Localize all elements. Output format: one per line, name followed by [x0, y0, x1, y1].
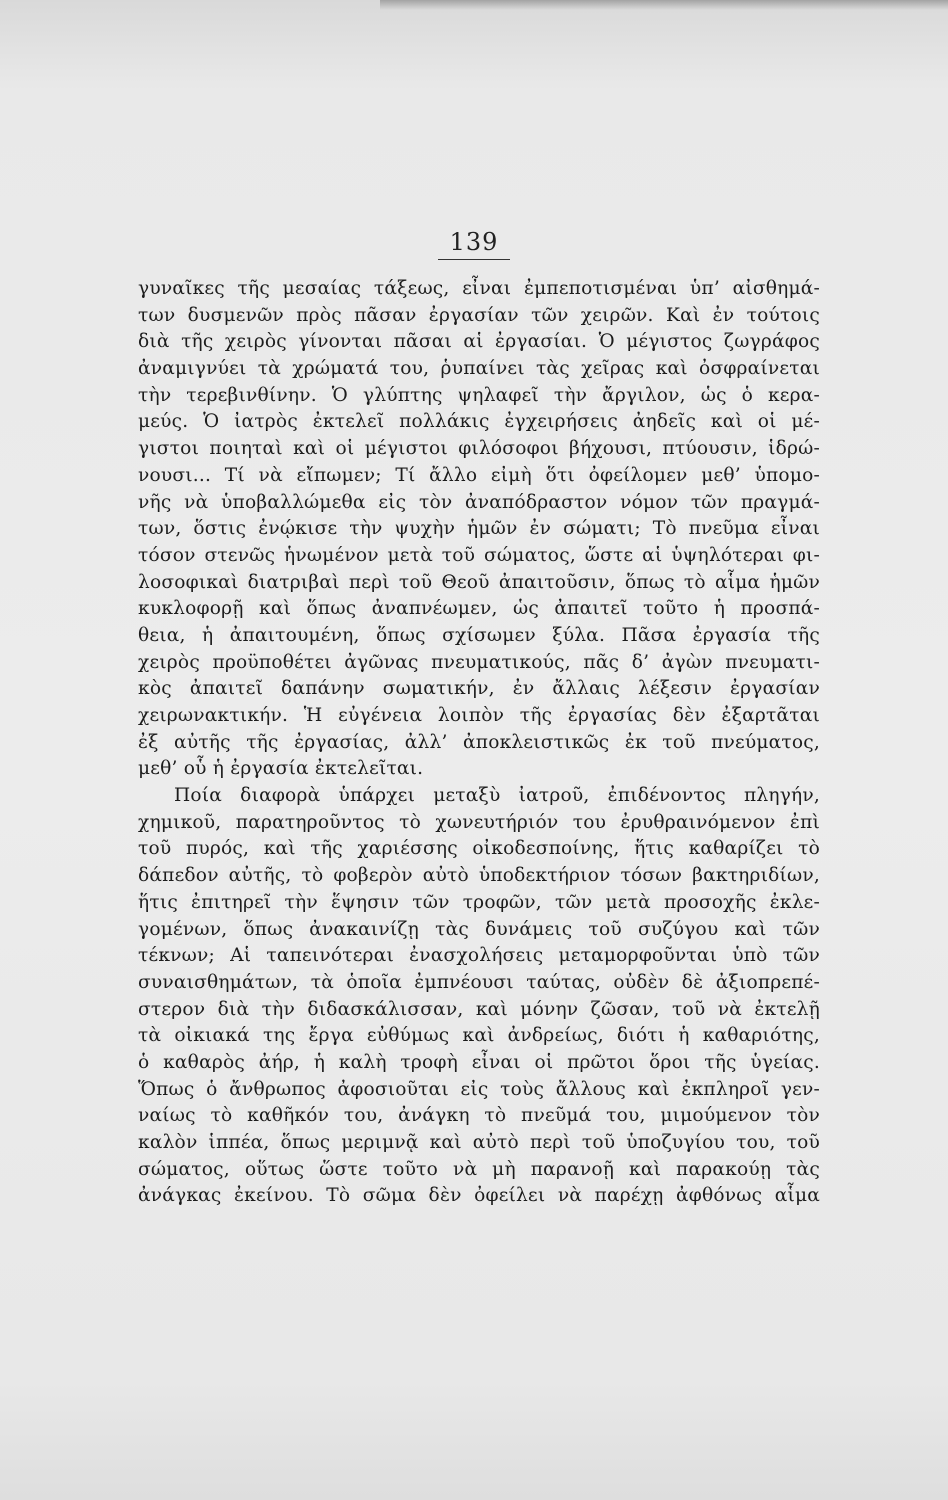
body-text	[138, 276, 820, 1210]
page-number-text: 139	[438, 228, 511, 260]
text-line: των δυσμενῶν πρὸς πᾶσαν ἐργασίαν τῶν χειρῶν. Καὶ ἐν τούτοις	[138, 304, 820, 326]
text-line: Ὅπως ὁ ἄνθρωπος ἀφοσιοῦται εἰς τοὺς ἄλλους καὶ ἐκπληροῖ γεν-	[138, 1078, 820, 1100]
text-line: ἀνάγκας ἐκείνου. Τὸ σῶμα δὲν ὀφείλει νὰ παρέχῃ ἀφθόνως αἷμα	[138, 1185, 820, 1207]
text-line: νῆς νὰ ὑποβαλλώμεθα εἰς τὸν ἀναπόδραστον νόμον τῶν πραγμά-	[138, 491, 820, 513]
text-line: στερον διὰ τὴν διδασκάλισσαν, καὶ μόνην ζῶσαν, τοῦ νὰ ἐκτελῇ	[138, 998, 820, 1020]
text-line: κὸς ἀπαιτεῖ δαπάνην σωματικήν, ἐν ἄλλαις λέξεσιν ἐργασίαν	[138, 678, 820, 700]
page-number	[0, 228, 948, 260]
text-line: διὰ τῆς χειρὸς γίνονται πᾶσαι αἱ ἐργασίαι. Ὁ μέγιστος ζωγράφος	[138, 331, 820, 353]
text-line: τὴν τερεβινθίνην. Ὁ γλύπτης ψηλαφεῖ τὴν ἄργιλον, ὡς ὁ κερα-	[138, 384, 820, 406]
text-line: γυναῖκες τῆς μεσαίας τάξεως, εἶναι ἐμπεποτισμέναι ὑπ’ αἰσθημά-	[138, 278, 820, 299]
text-line: ἥτις ἐπιτηρεῖ τὴν ἕψησιν τῶν τροφῶν, τῶν μετὰ προσοχῆς ἐκλε-	[138, 891, 820, 913]
text-line: ἐξ αὐτῆς τῆς ἐργασίας, ἀλλ’ ἀποκλειστικῶς ἐκ τοῦ πνεύματος,	[138, 731, 820, 753]
text-line: λοσοφικαὶ διατριβαὶ περὶ τοῦ Θεοῦ ἀπαιτοῦσιν, ὅπως τὸ αἷμα ἡμῶν	[138, 571, 820, 593]
text-line: τόσον στενῶς ἡνωμένον μετὰ τοῦ σώματος, ὥστε αἱ ὑψηλότεραι φι-	[138, 544, 820, 566]
text-line: τὰ οἰκιακά της ἔργα εὐθύμως καὶ ἀνδρείως, διότι ἡ καθαριότης,	[138, 1025, 820, 1047]
text-line: γομένων, ὅπως ἀνακαινίζῃ τὰς δυνάμεις τοῦ συζύγου καὶ τῶν	[138, 918, 820, 940]
text-line: ναίως τὸ καθῆκόν του, ἀνάγκη τὸ πνεῦμά του, μιμούμενον τὸν	[138, 1105, 820, 1127]
text-line: χειρὸς προϋποθέτει ἀγῶνας πνευματικούς, πᾶς δ’ ἀγὼν πνευματι-	[138, 651, 820, 673]
text-line: σώματος, οὕτως ὥστε τοῦτο νὰ μὴ παρανοῇ καὶ παρακούῃ τὰς	[138, 1158, 820, 1180]
text-line: θεια, ἡ ἀπαιτουμένη, ὅπως σχίσωμεν ξύλα. Πᾶσα ἐργασία τῆς	[138, 624, 820, 646]
text-line: γιστοι ποιηταὶ καὶ οἱ μέγιστοι φιλόσοφοι βήχουσι, πτύουσιν, ἱδρώ-	[138, 438, 820, 460]
scan-edge-shadow	[380, 0, 948, 10]
text-line: των, ὅστις ἐνῴκισε τὴν ψυχὴν ἡμῶν ἐν σώματι; Τὸ πνεῦμα εἶναι	[138, 518, 820, 540]
text-line: μεύς. Ὁ ἰατρὸς ἐκτελεῖ πολλάκις ἐγχειρήσεις ἀηδεῖς καὶ οἱ μέ-	[138, 411, 820, 433]
text-line: χειρωνακτικήν. Ἡ εὐγένεια λοιπὸν τῆς ἐργασίας δὲν ἐξαρτᾶται	[138, 705, 820, 726]
text-line: τοῦ πυρός, καὶ τῆς χαριέσσης οἰκοδεσποίνης, ἥτις καθαρίζει τὸ	[138, 838, 820, 860]
text-line: ὁ καθαρὸς ἀήρ, ἡ καλὴ τροφὴ εἶναι οἱ πρῶτοι ὅροι τῆς ὑγείας.	[138, 1051, 820, 1073]
text-line: συναισθημάτων, τὰ ὁποῖα ἐμπνέουσι ταύτας, οὐδὲν δὲ ἀξιοπρεπέ-	[138, 971, 820, 993]
text-line: δάπεδον αὐτῆς, τὸ φοβερὸν αὐτὸ ὑποδεκτήριον τόσων βακτηριδίων,	[138, 865, 820, 887]
text-line: χημικοῦ, παρατηροῦντος τὸ χωνευτήριόν του ἐρυθραινόμενον ἐπὶ	[138, 811, 820, 833]
text-line: καλὸν ἱππέα, ὅπως μεριμνᾷ καὶ αὐτὸ περὶ τοῦ ὑποζυγίου του, τοῦ	[138, 1132, 820, 1153]
text-line: ἀναμιγνύει τὰ χρώματά του, ῥυπαίνει τὰς χεῖρας καὶ ὀσφραίνεται	[138, 358, 820, 380]
text-line: νουσι... Τί νὰ εἴπωμεν; Τί ἄλλο εἰμὴ ὅτι ὀφείλομεν μεθ’ ὑπομο-	[138, 464, 820, 486]
text-line: κυκλοφορῇ καὶ ὅπως ἀναπνέωμεν, ὡς ἀπαιτεῖ τοῦτο ἡ προσπά-	[138, 598, 820, 620]
text-line: Ποία διαφορὰ ὑπάρχει μεταξὺ ἰατροῦ, ἐπιδένοντος πληγήν,	[174, 785, 820, 807]
text-line: μεθ’ οὗ ἡ ἐργασία ἐκτελεῖται.	[138, 758, 424, 780]
text-line: τέκνων; Αἱ ταπεινότεραι ἐνασχολήσεις μεταμορφοῦνται ὑπὸ τῶν	[138, 945, 820, 967]
